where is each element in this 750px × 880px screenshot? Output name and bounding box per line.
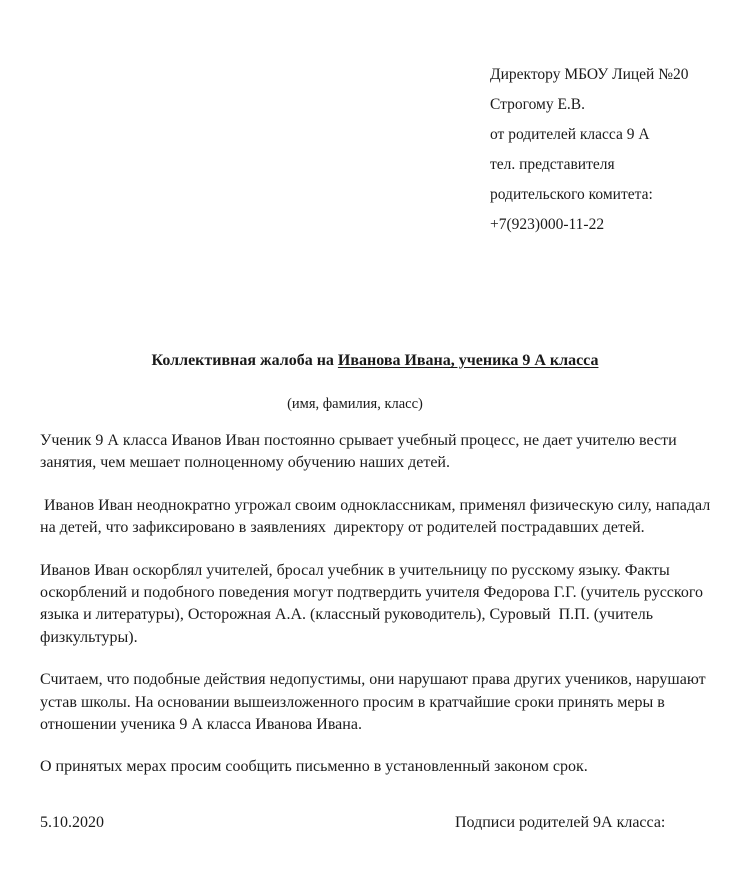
body-paragraph: Ученик 9 А класса Иванов Иван постоянно срывает учебный процесс, не дает учителю вести занятия, чем мешает полноценному обучению наших детей. xyxy=(40,432,681,472)
title-caption: (имя, фамилия, класс) xyxy=(287,396,423,412)
body-paragraph: Считаем, что подобные действия недопустимы, они нарушают права других учеников, нарушают устав школы. На основании вышеизложенного просим в кратчайшие сроки принять меры в отношении ученика 9 А класса Иванова Ивана. xyxy=(40,671,710,734)
addressee-line-committee: родительского комитета: xyxy=(490,186,653,203)
addressee-line-director: Директору МБОУ Лицей №20 xyxy=(490,66,689,83)
body-paragraph: О принятых мерах просим сообщить письменно в установленный законом срок. xyxy=(40,758,588,776)
signatures-label: Подписи родителей 9А класса: xyxy=(455,814,666,831)
footer-row xyxy=(40,812,720,834)
document-footer xyxy=(40,812,720,834)
addressee-line-director-name: Строгому Е.В. xyxy=(490,96,586,113)
addressee-block xyxy=(490,60,740,240)
addressee-line-from: от родителей класса 9 А xyxy=(490,126,650,143)
document-title-prefix: Коллективная жалоба на xyxy=(151,352,338,369)
title-block xyxy=(0,350,750,414)
addressee-line-phone-number: +7(923)000-11-22 xyxy=(490,216,605,233)
document-title-subject: Иванова Ивана, ученика 9 А класса xyxy=(337,352,599,369)
addressee-line-phone-label: тел. представителя xyxy=(490,156,615,173)
document-date: 5.10.2020 xyxy=(40,814,104,831)
document-title xyxy=(0,350,750,372)
document-body xyxy=(40,430,718,779)
body-paragraph: Иванов Иван неоднократно угрожал своим одноклассникам, применял физическую силу, нападал на детей, что зафиксировано в заявлениях директору от родителей пострадавших детей. xyxy=(40,496,715,537)
body-paragraph: Иванов Иван оскорблял учителей, бросал учебник в учительницу по русскому языку. Факты оскорблений и подобного поведения могут подтвердить учителя Федорова Г.Г. (учитель русского языка и литературы), Осторожная А.А. (классный руководитель), Суровый П.П. (учитель физкультуры). xyxy=(40,561,708,646)
